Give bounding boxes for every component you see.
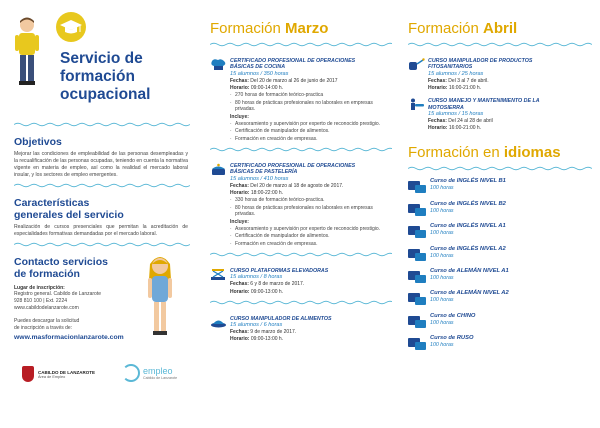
flag-icon	[408, 271, 426, 283]
course-title-line: CERTIFICADO PROFESIONAL DE OPERACIONES	[230, 162, 356, 169]
idiomas-list	[408, 178, 594, 357]
wave-divider	[210, 252, 392, 257]
flag-icon	[408, 293, 426, 305]
value: 09:00-14:00 h.	[250, 85, 284, 92]
course-title	[230, 163, 392, 176]
food-dish-icon	[210, 316, 227, 329]
course-horario	[230, 289, 392, 296]
empleo-name: empleo	[143, 366, 173, 376]
download-line: de inscripción a través de:	[14, 324, 73, 331]
course-title	[428, 58, 594, 71]
page-title-line: ocupacional	[60, 86, 151, 103]
course-title-line: BÁSICAS DE PASTELERÍA	[230, 169, 298, 176]
incluye-item: · Certificación de manipulador de alimentos.	[230, 128, 392, 135]
contacto-phone: 928 810 100 | Ext. 2224	[14, 298, 68, 305]
course-title: CURSO MANIPULADOR DE ALIMENTOS	[230, 315, 332, 322]
incluye-item: · Formación en creación de empresas.	[230, 136, 392, 143]
label: Fechas:	[428, 118, 447, 125]
web-link[interactable]: www.masformacionlanzarote.com	[14, 334, 124, 342]
label: Horario:	[428, 125, 448, 132]
empleo-swirl-icon	[122, 364, 140, 382]
value: 09:00-13:00 h.	[250, 288, 284, 295]
wave-divider	[408, 166, 592, 171]
caracteristicas-section	[14, 197, 188, 238]
cabildo-logo	[22, 366, 95, 382]
course-title: Curso de ALEMÁN NIVEL A1	[430, 268, 509, 274]
course-horario	[230, 336, 392, 343]
label: Fechas:	[230, 281, 249, 288]
language-course	[408, 335, 594, 357]
abril-title	[408, 20, 594, 38]
course-horario	[230, 190, 392, 197]
label: Horario:	[428, 85, 448, 92]
flag-icon	[408, 316, 426, 328]
course-title: CURSO PLATAFORMAS ELEVADORAS	[230, 267, 329, 274]
contacto-website-link[interactable]: www.cabildodelanzarote.com	[14, 305, 79, 312]
page-title-line: formación	[60, 68, 135, 85]
course-title	[230, 58, 392, 71]
incluye-label: Incluye:	[230, 113, 249, 120]
course-fechas	[230, 78, 392, 85]
flag-icon	[408, 204, 426, 216]
wave-divider	[14, 242, 190, 247]
value: 6 y 8 de marzo de 2017.	[250, 281, 305, 288]
download-line: Puedes descargar la solicitud	[14, 317, 80, 324]
course-fechas	[428, 78, 594, 85]
cabildo-sub: Área de Empleo	[38, 374, 66, 379]
woman-figure-icon	[140, 252, 180, 336]
incluye-item: · Asesoramiento y supervisión por experto de reconocido prestigio.	[230, 121, 392, 128]
course-title: Curso de INGLÉS NIVEL A1	[430, 223, 506, 230]
course-sub: 15 alumnos / 8 horas	[230, 274, 283, 281]
incluye-item: · Certificación de manipulador de alimentos.	[230, 233, 392, 240]
heading-line: de formación	[14, 268, 80, 280]
label: Horario:	[230, 288, 250, 295]
shield-icon	[22, 366, 34, 382]
contacto-details	[14, 285, 132, 332]
course-detail: · 80 horas de prácticas profesionales no laborales en empresas privadas.	[230, 100, 392, 113]
course-cocina	[210, 58, 392, 142]
course-title: Curso de INGLÉS NIVEL A2	[430, 245, 506, 252]
page-title-line: Servicio de	[60, 50, 143, 67]
title-bold: Marzo	[285, 20, 329, 37]
wave-divider	[210, 147, 392, 152]
wave-divider	[210, 42, 392, 47]
course-sub: 100 horas	[430, 185, 454, 192]
right-column	[400, 0, 600, 428]
language-course	[408, 201, 594, 223]
value: 9 de marzo de 2017.	[250, 329, 297, 336]
objetivos-text: Mejorar las condiciones de empleabilidad de las personas desempleadas y la recualificación de las personas ocupadas, teniendo en cuenta la normativa vigente en materia de empleo, así como la realidad el mercado laboral insular, y los sectores de empleo emergentes.	[14, 151, 188, 178]
course-title: Curso de INGLÉS NIVEL B1	[430, 178, 506, 185]
course-motosierra	[408, 98, 594, 132]
course-fechas	[428, 118, 594, 125]
course-sub: 15 alumnos / 410 horas	[230, 175, 289, 182]
course-sub: 15 alumnos / 25 horas	[428, 70, 484, 77]
course-title	[428, 98, 594, 111]
value: Del 3 al 7 de abril.	[448, 77, 489, 84]
language-course	[408, 178, 594, 200]
incluye-label: Incluye:	[230, 218, 249, 225]
course-title-line: CURSO MANIPULADOR DE PRODUCTOS	[428, 58, 533, 64]
empleo-logo	[122, 364, 177, 382]
value: 16:00-21:00 h.	[448, 125, 482, 132]
flag-icon	[408, 226, 426, 238]
label: Fechas:	[230, 182, 249, 189]
language-course	[408, 313, 594, 335]
cake-icon	[210, 163, 227, 176]
language-course	[408, 268, 594, 290]
student-figure-icon	[14, 16, 40, 86]
heading-line: generales del servicio	[14, 209, 124, 221]
course-title: Curso de CHINO	[430, 312, 476, 319]
wave-divider	[408, 42, 592, 47]
caracteristicas-heading	[14, 197, 188, 221]
course-horario	[230, 85, 392, 92]
title-bold: idiomas	[503, 144, 561, 162]
heading-line: Características	[14, 197, 90, 209]
hero	[14, 10, 188, 118]
objetivos-section	[14, 136, 188, 179]
course-title-line: CERTIFICADO PROFESIONAL DE OPERACIONES	[230, 58, 356, 64]
marzo-title	[210, 20, 392, 38]
value: 16:00-21:00 h.	[448, 85, 482, 92]
course-fechas	[230, 183, 392, 190]
course-sub: 100 horas	[430, 319, 454, 326]
wave-divider	[14, 183, 190, 188]
sprayer-icon	[408, 58, 425, 71]
label: Fechas:	[428, 77, 447, 84]
course-sub: 100 horas	[430, 297, 454, 304]
flag-icon	[408, 338, 426, 350]
label: Horario:	[230, 85, 250, 92]
page-title	[60, 50, 150, 104]
label: Horario:	[230, 336, 250, 343]
title-light: Formación	[210, 20, 286, 37]
course-sub: 15 alumnos / 350 horas	[230, 70, 289, 77]
chainsaw-worker-icon	[408, 98, 425, 111]
chef-hat-icon	[210, 58, 227, 71]
course-horario	[428, 125, 594, 132]
idiomas-title	[408, 144, 594, 162]
course-fechas	[230, 329, 392, 336]
caracteristicas-text: Realización de cursos presenciales que permitan la acreditación de especialidades formativas demandadas por el mercado laboral.	[14, 224, 188, 237]
cabildo-name: CABILDO DE LANZAROTE	[38, 369, 95, 375]
graduation-cap-icon	[56, 12, 86, 42]
value: 18:00-22:00 h.	[250, 189, 284, 196]
course-title-line: CURSO MANEJO Y MANTENIMIENTO DE LA	[428, 98, 540, 105]
value: Del 24 al 28 de abril	[448, 118, 493, 125]
label: Fechas:	[230, 77, 249, 84]
course-fitosanitarios	[408, 58, 594, 92]
logos	[22, 366, 192, 396]
course-sub: 15 alumnos / 15 horas	[428, 111, 484, 118]
language-course	[408, 290, 594, 312]
value: 09:00-13:00 h.	[250, 336, 284, 343]
title-light: Formación	[408, 20, 484, 37]
wave-divider	[210, 300, 392, 305]
value: Del 20 de marzo al 26 de junio de 2017	[250, 77, 338, 84]
course-title-line: FITOSANITARIOS	[428, 64, 473, 71]
course-sub: 100 horas	[430, 230, 454, 237]
course-detail: · 330 horas de formación teórico-practica.	[230, 197, 392, 204]
course-fechas	[230, 281, 392, 288]
incluye-item: · Formación en creación de empresas.	[230, 241, 392, 248]
course-plataformas	[210, 268, 392, 296]
title-light: Formación en	[408, 144, 504, 162]
course-manipulador	[210, 316, 392, 344]
language-course	[408, 246, 594, 268]
label: Horario:	[230, 189, 250, 196]
course-sub: 100 horas	[430, 275, 454, 281]
course-title: Curso de ALEMÁN NIVEL A2	[430, 290, 509, 297]
wave-divider	[14, 122, 190, 127]
heading-line: Contacto servicios	[14, 256, 108, 268]
course-title-line: BÁSICAS DE COCINA	[230, 64, 286, 71]
contacto-section	[14, 256, 188, 332]
course-sub: 100 horas	[430, 207, 454, 214]
flag-icon	[408, 181, 426, 193]
course-horario	[428, 85, 594, 92]
objetivos-heading: Objetivos	[14, 136, 62, 148]
course-title: Curso de INGLÉS NIVEL B2	[430, 200, 506, 207]
contacto-label: Lugar de inscripción:	[14, 285, 65, 291]
contacto-line: Registro general. Cabildo de Lanzarote	[14, 291, 101, 297]
title-bold: Abril	[483, 20, 518, 37]
course-title: Curso de RUSO	[430, 335, 474, 342]
course-detail: · 270 horas de formación teórico-practica	[230, 92, 392, 99]
lift-platform-icon	[210, 268, 227, 281]
course-sub: 15 alumnos / 6 horas	[230, 322, 283, 329]
incluye-item: · Asesoramiento y supervisión por experto de reconocido prestigio.	[230, 226, 392, 233]
label: Fechas:	[230, 329, 249, 336]
language-course	[408, 223, 594, 245]
value: Del 20 de marzo al 18 de agosto de 2017.	[250, 182, 344, 189]
course-pasteleria	[210, 163, 392, 247]
course-detail: · 80 horas de prácticas profesionales no laborales en empresas privadas.	[230, 205, 392, 218]
course-sub: 100 horas	[430, 252, 454, 259]
empleo-sub: Cabildo de Lanzarote	[143, 376, 178, 380]
course-sub: 100 horas	[430, 342, 454, 349]
marzo-column	[200, 0, 400, 428]
flag-icon	[408, 249, 426, 261]
left-column	[0, 0, 200, 428]
course-title-line: MOTOSIERRA	[428, 104, 464, 111]
